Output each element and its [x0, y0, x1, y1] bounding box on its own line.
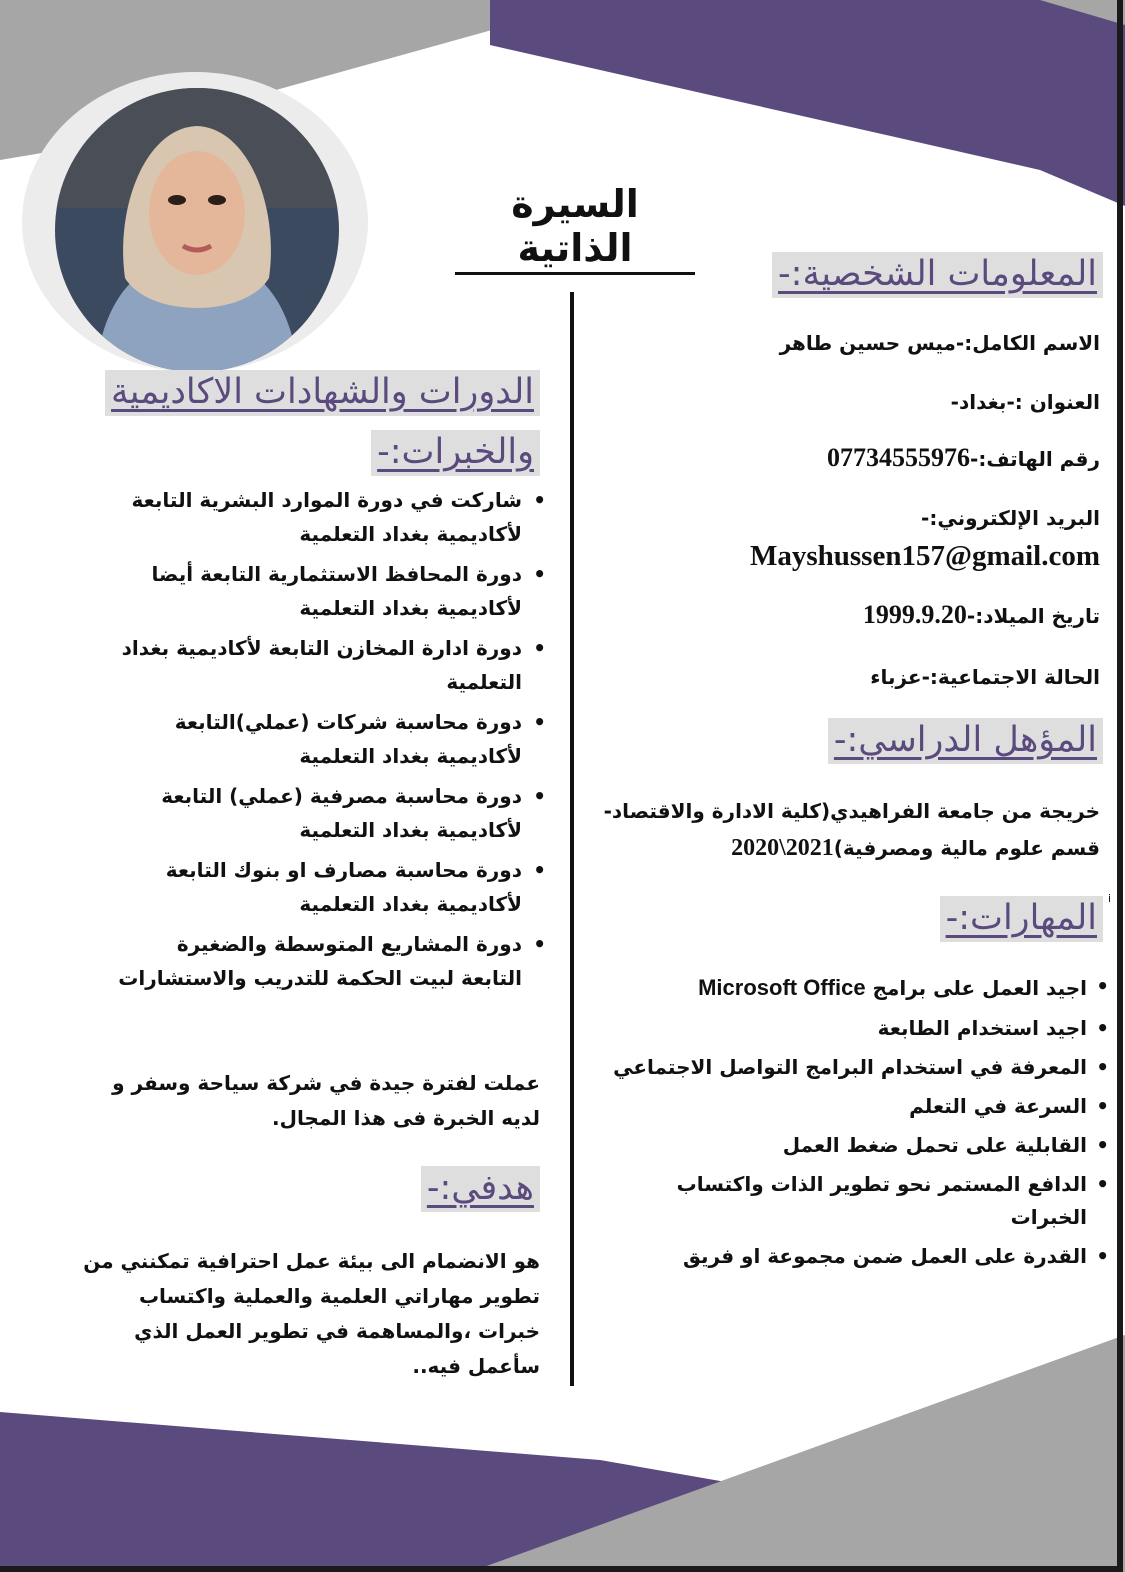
- education-text: [600, 794, 1100, 869]
- birth-row: [863, 600, 1100, 630]
- phone-value: 07734555976: [827, 443, 971, 472]
- course-item: • دورة محاسبة شركات (عملي)التابعة لأكاديمية بغداد التعلمية: [110, 705, 522, 773]
- birth-label: تاريخ الميلاد:-: [966, 604, 1100, 628]
- education-years: 2021\2020: [731, 835, 834, 861]
- skill-item: • القدرة على العمل ضمن مجموعة او فريق: [567, 1240, 1087, 1273]
- profile-photo-placeholder: [55, 88, 339, 372]
- marital-status: الحالة الاجتماعية:-عزباء: [870, 665, 1100, 689]
- full-name: الاسم الكامل:-ميس حسين طاهر: [779, 331, 1100, 355]
- skill-item: • المعرفة في استخدام البرامج التواصل الاجتماعي: [567, 1051, 1087, 1084]
- skill-item: • القابلية على تحمل ضغط العمل: [567, 1129, 1087, 1162]
- birth-value: 1999.9.20: [862, 600, 967, 629]
- education-dept: قسم علوم مالية ومصرفية): [833, 836, 1100, 860]
- page-title: السيرة الذاتية: [455, 182, 695, 275]
- education-line-1: خريجة من جامعة الفراهيدي(كلية الادارة والاقتصاد-: [603, 799, 1100, 823]
- education-heading: المؤهل الدراسي:-: [828, 718, 1103, 764]
- goal-text: هو الانضمام الى بيئة عمل احترافية تمكنني من تطوير مهاراتي العلمية والعملية واكتساب خبرات ،والمساهمة في تطوير العمل الذي سأعمل فيه..: [83, 1249, 540, 1378]
- email-value: Mayshussen157@gmail.com: [749, 540, 1100, 572]
- course-item: • دورة محاسبة مصرفية (عملي) التابعة لأكاديمية بغداد التعلمية: [110, 779, 522, 847]
- courses-heading-line-1: الدورات والشهادات الاكاديمية: [105, 370, 540, 416]
- address: العنوان :-بغداد-: [950, 390, 1100, 414]
- course-item: • دورة المشاريع المتوسطة والضغيرة التابعة لبيت الحكمة للتدريب والاستشارات: [110, 927, 522, 995]
- course-item: • دورة المحافظ الاستثمارية التابعة أيضا لأكاديمية بغداد التعلمية: [110, 557, 522, 625]
- skills-list: [567, 970, 1111, 1279]
- course-item: • دورة ادارة المخازن التابعة لأكاديمية بغداد التعلمية: [110, 631, 522, 699]
- courses-heading-line-2: والخبرات:-: [371, 430, 540, 476]
- education-line-2: [600, 828, 1100, 869]
- skill-latin: Microsoft Office: [698, 975, 866, 1000]
- top-right-purple-band: [490, 0, 1125, 206]
- course-item: • دورة محاسبة مصارف او بنوك التابعة لأكاديمية بغداد التعلمية: [110, 853, 522, 921]
- phone-row: [827, 443, 1100, 473]
- goal-heading: هدفي:-: [421, 1166, 540, 1212]
- skill-item: • الدافع المستمر نحو تطوير الذات واكتساب الخبرات: [667, 1168, 1087, 1234]
- stray-mark: i: [1108, 892, 1112, 905]
- courses-list: [110, 483, 548, 1001]
- skill-item: • اجيد العمل على برامج Microsoft Office: [567, 970, 1087, 1006]
- email-label: البريد الإلكتروني:-: [921, 506, 1100, 530]
- course-item: • شاركت في دورة الموارد البشرية التابعة لأكاديمية بغداد التعلمية: [110, 483, 522, 551]
- skill-item: • اجيد استخدام الطابعة: [567, 1012, 1087, 1045]
- personal-info-heading: المعلومات الشخصية:-: [772, 252, 1103, 298]
- experience-text: عملت لفترة جيدة في شركة سياحة وسفر و لديه الخبرة فى هذا المجال.: [112, 1071, 540, 1130]
- profile-photo: [55, 88, 339, 372]
- skill-item: • السرعة في التعلم: [567, 1090, 1087, 1123]
- skills-heading: المهارات:-: [940, 896, 1103, 942]
- phone-label: رقم الهاتف:-: [970, 447, 1100, 471]
